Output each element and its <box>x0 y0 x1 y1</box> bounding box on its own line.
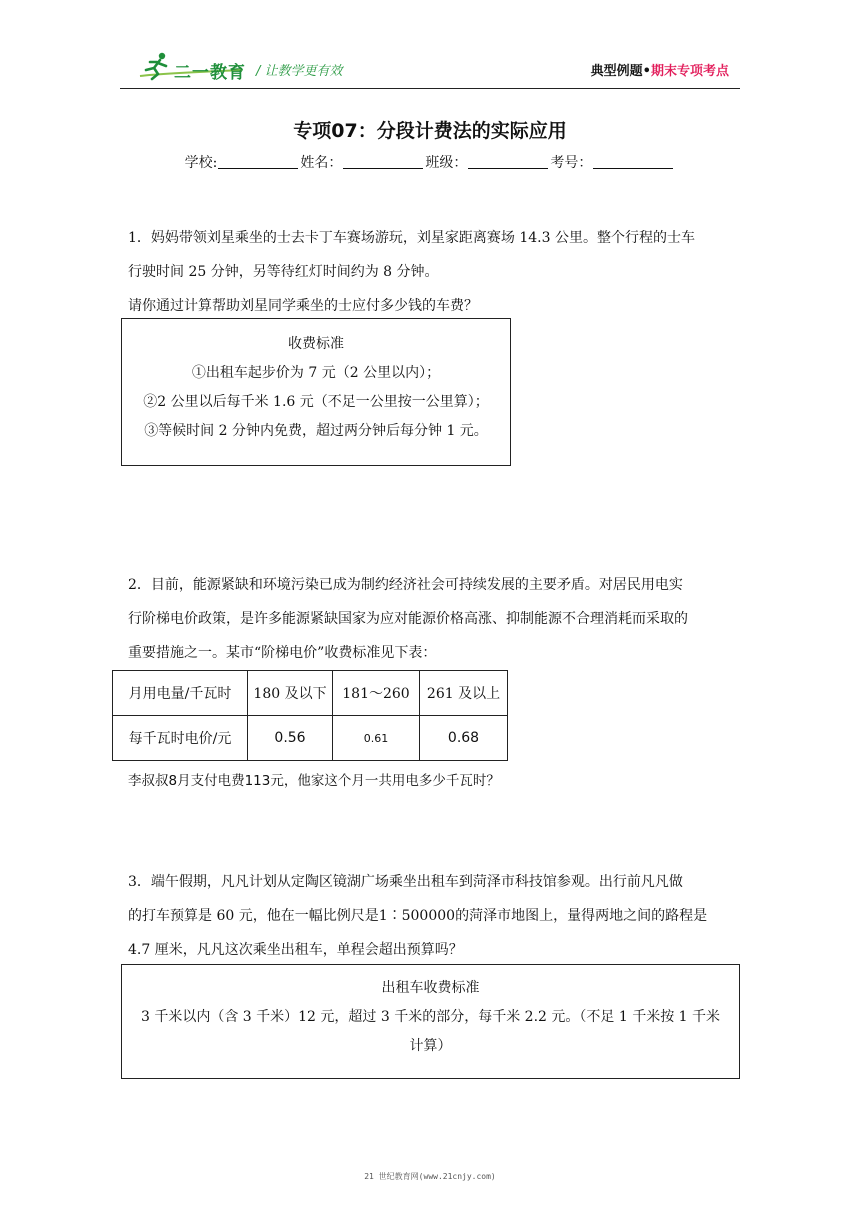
tagline-part-1: 典型例题• <box>590 64 651 79</box>
q1-rule-3: ③等候时间 2 分钟内免费，超过两分钟后每分钟 1 元。 <box>144 423 488 439</box>
q1-rule-1: ①出租车起步价为 7 元（2 公里以内）； <box>191 365 441 381</box>
tagline-part-2: 期末专项考点 <box>650 64 729 79</box>
question-3-line-3: 4.7 厘米，凡凡这次乘坐出租车，单程会超出预算吗？ <box>128 942 463 958</box>
q3-box-heading: 出租车收费标准 <box>381 980 480 996</box>
page-title: 专项07：分段计费法的实际应用 <box>293 120 567 142</box>
brand-name: 二一教育 <box>174 63 246 83</box>
question-2-line-3: 重要措施之一。某市“阶梯电价”收费标准见下表： <box>128 645 437 661</box>
tariff-table <box>112 670 508 761</box>
q1-box-heading: 收费标准 <box>288 336 344 352</box>
question-3 <box>128 865 740 967</box>
question-1 <box>128 221 740 323</box>
school-label: 学校: <box>184 155 218 171</box>
tier-cell: 180 及以下 <box>248 671 333 716</box>
question-3-line-2: 的打车预算是 60 元，他在一幅比例尺是1∶500000的菏泽市地图上，量得两地之间的路程是 <box>128 908 708 924</box>
question-1-line-1: 1．妈妈带领刘星乘坐的士去卡丁车赛场游玩，刘星家距离赛场 14.3 公里。整个行程的士车 <box>128 230 695 246</box>
table-header-cell: 每千瓦时电价/元 <box>113 716 248 761</box>
question-2-line-2: 行阶梯电价政策，是许多能源紧缺国家为应对能源价格高涨、抑制能源不合理消耗而采取的 <box>128 611 688 627</box>
q3-rule-line-2: 计算） <box>409 1038 452 1054</box>
table-row <box>113 671 508 716</box>
header-tagline <box>591 60 729 79</box>
price-cell: 0.68 <box>420 716 508 761</box>
q1-rule-2: ②2 公里以后每千米 1.6 元（不足一公里按一公里算）； <box>143 394 489 410</box>
price-cell: 0.61 <box>333 716 420 761</box>
q3-fee-box <box>121 964 740 1079</box>
class-blank[interactable] <box>468 154 548 169</box>
exam-no-label: 考号： <box>550 155 593 171</box>
brand-slogan: / 让教学更有效 <box>256 64 343 79</box>
question-1-line-2: 行驶时间 25 分钟，另等待红灯时间约为 8 分钟。 <box>128 264 439 280</box>
page-footer: 21 世纪教育网(www.21cnjy.com) <box>364 1172 496 1181</box>
q1-fee-box <box>121 318 511 466</box>
header-divider <box>120 88 740 89</box>
question-2-ask: 李叔叔8月支付电费113元，他家这个月一共用电多少千瓦时？ <box>128 773 500 789</box>
price-cell: 0.56 <box>248 716 333 761</box>
question-2-line-1: 2．目前，能源紧缺和环境污染已成为制约经济社会可持续发展的主要矛盾。对居民用电实 <box>128 577 683 593</box>
tier-cell: 261 及以上 <box>420 671 508 716</box>
name-label: 姓名： <box>300 155 343 171</box>
table-row <box>113 716 508 761</box>
student-info-line <box>0 152 860 172</box>
question-3-line-1: 3．端午假期，凡凡计划从定陶区镜湖广场乘坐出租车到菏泽市科技馆参观。出行前凡凡做 <box>128 874 683 890</box>
tier-cell: 181～260 <box>333 671 420 716</box>
question-1-line-3: 请你通过计算帮助刘星同学乘坐的士应付多少钱的车费？ <box>128 298 478 314</box>
class-label: 班级： <box>425 155 468 171</box>
question-2 <box>128 568 740 670</box>
table-header-cell: 月用电量/千瓦时 <box>113 671 248 716</box>
name-blank[interactable] <box>343 154 423 169</box>
school-blank[interactable] <box>218 154 298 169</box>
exam-no-blank[interactable] <box>593 154 673 169</box>
q3-rule-line-1: 3 千米以内（含 3 千米）12 元，超过 3 千米的部分，每千米 2.2 元。（不足 1 千米按 1 千米 <box>140 1009 720 1025</box>
